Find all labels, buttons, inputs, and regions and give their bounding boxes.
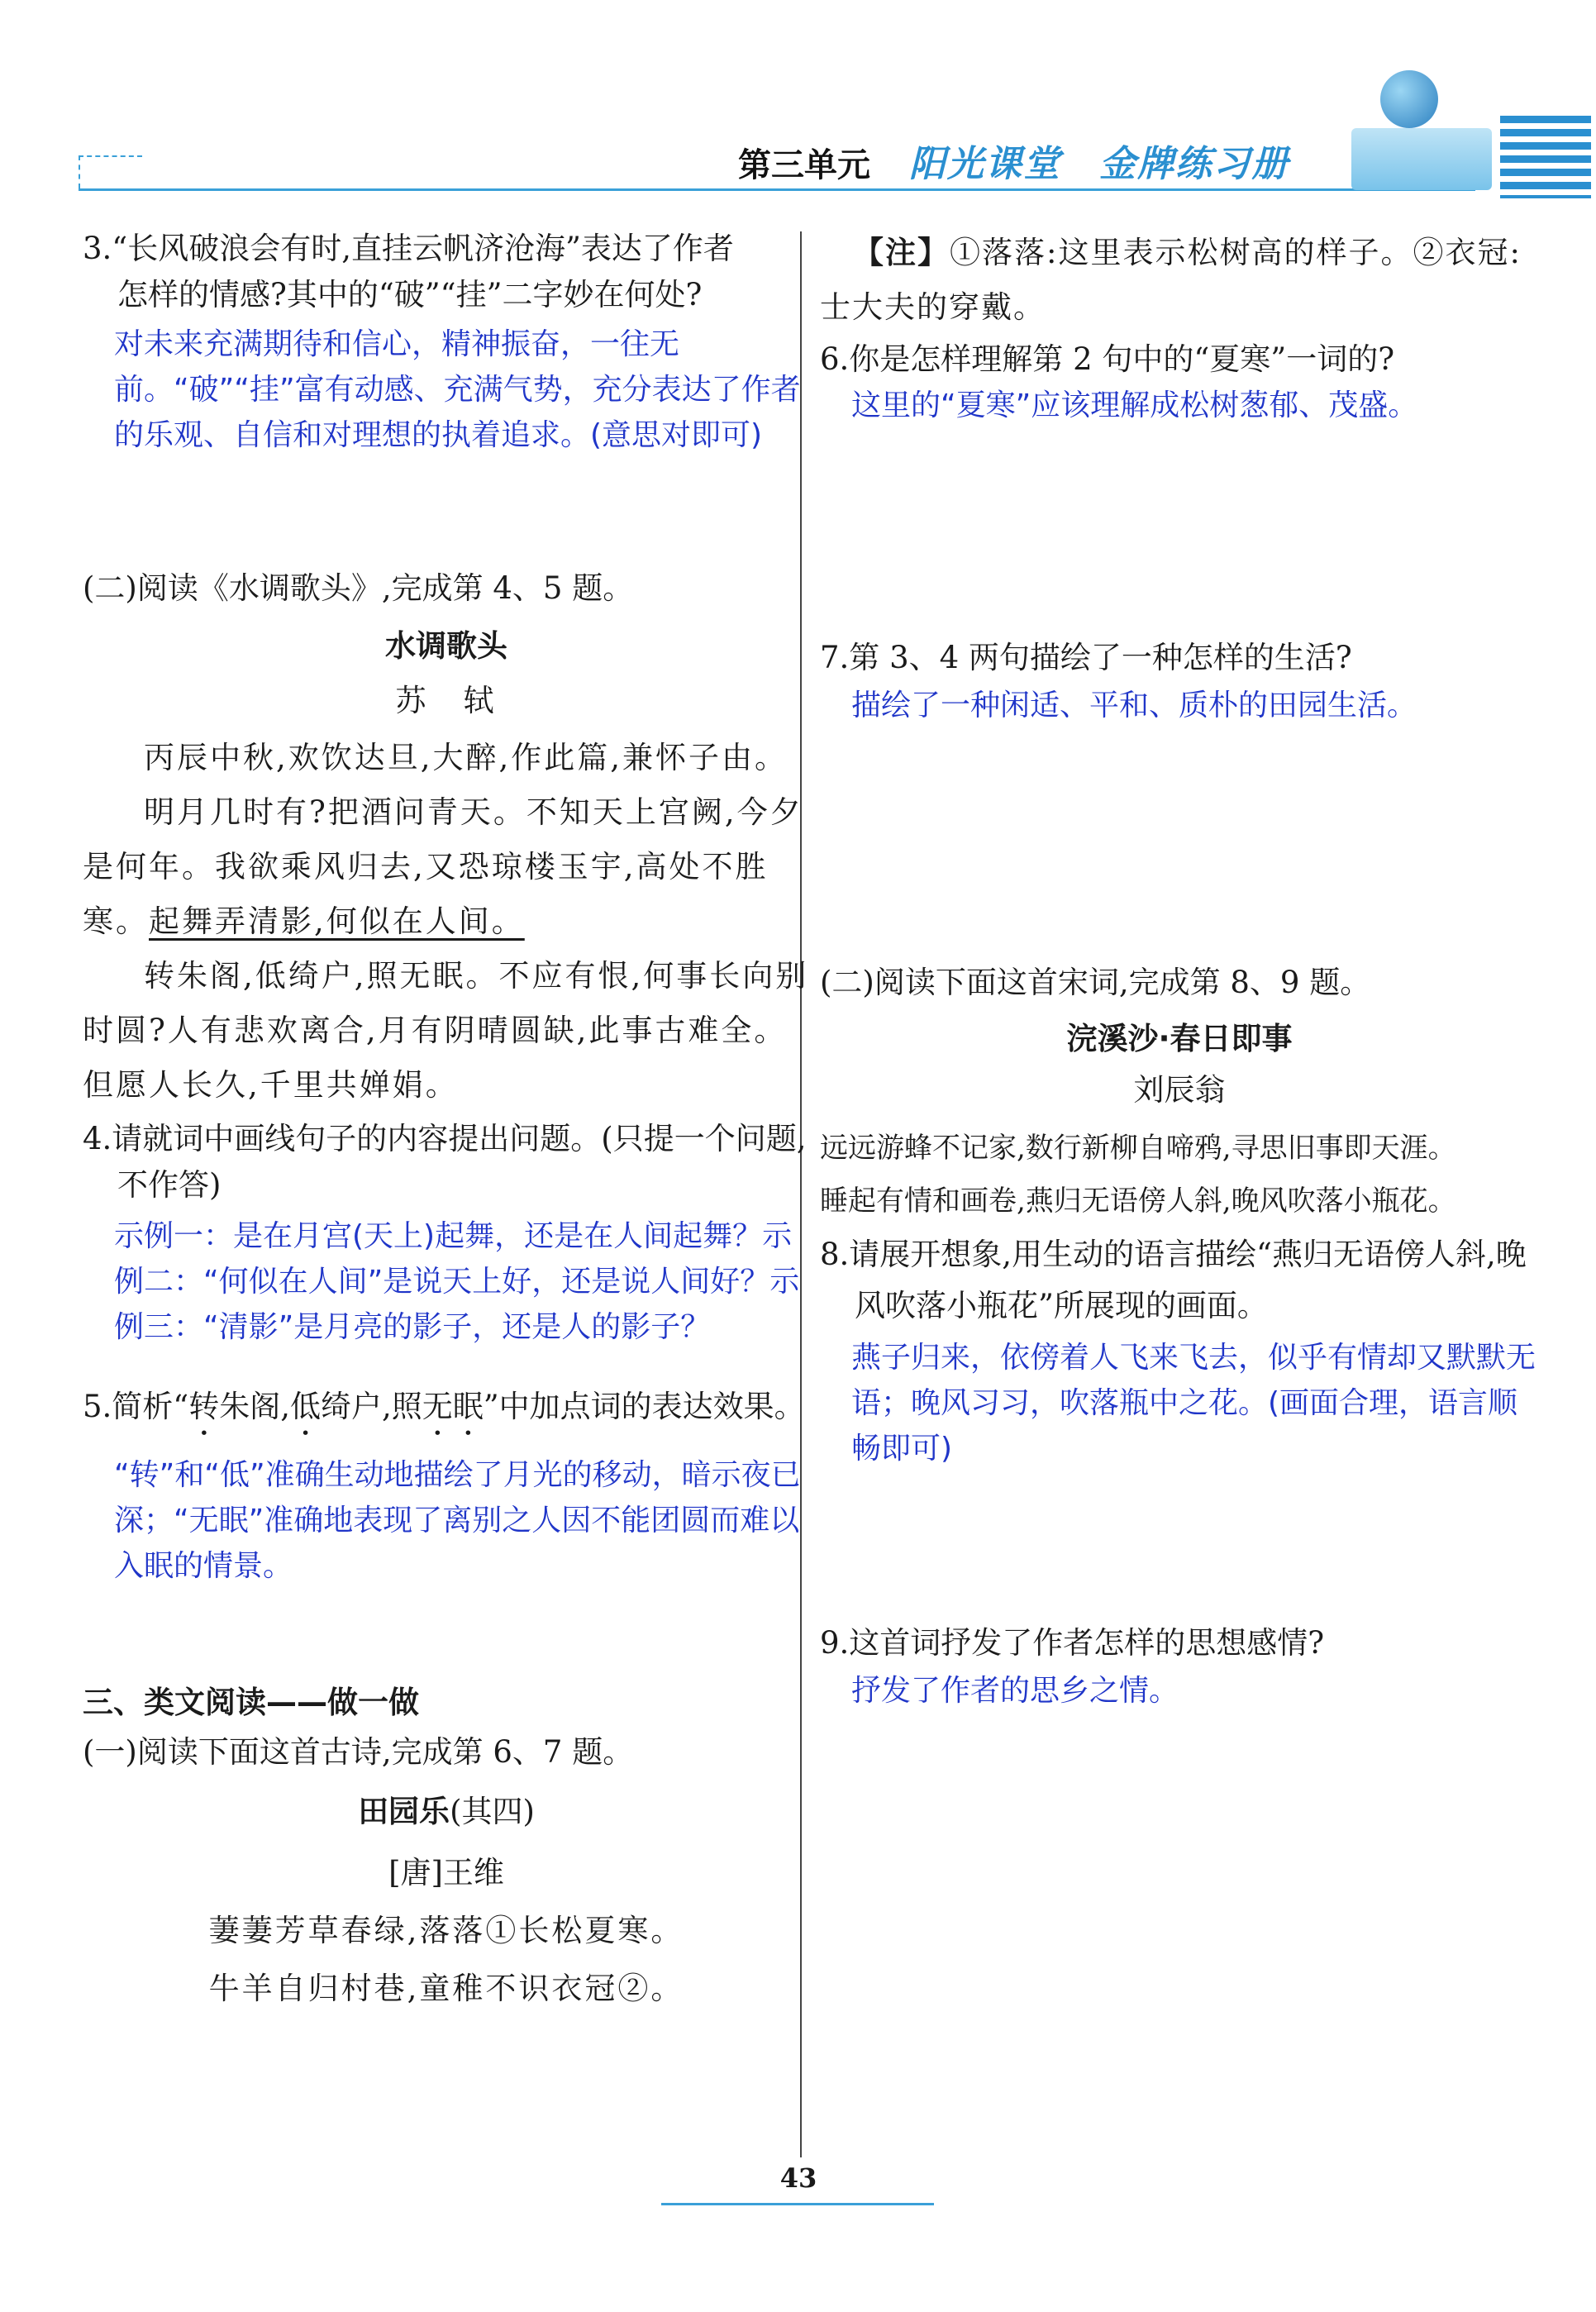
poem3-line-2: 睡起有情和画卷,燕归无语傍人斜,晚风吹落小瓶花。 bbox=[820, 1185, 1456, 1218]
poem2-title: 田园乐(其四) bbox=[358, 1794, 535, 1829]
poem2-line-1: 萋萋芳草春绿,落落①长松夏寒。 bbox=[208, 1913, 684, 1948]
header-illustration bbox=[1351, 128, 1492, 190]
poem3-author: 刘辰翁 bbox=[1133, 1072, 1226, 1108]
brand-title: 阳光课堂 金牌练习册 bbox=[909, 143, 1289, 185]
section-2-song-intro: (二)阅读下面这首宋词,完成第 8、9 题。 bbox=[820, 965, 1371, 1000]
poem-preface: 丙辰中秋,欢饮达旦,大醉,作此篇,兼怀子由。 bbox=[144, 740, 788, 775]
header-stripes bbox=[1500, 116, 1591, 198]
question-6: 6.你是怎样理解第 2 句中的“夏寒”一词的? bbox=[820, 341, 1395, 377]
poem2-author: [唐]王维 bbox=[388, 1855, 504, 1890]
left-column bbox=[83, 226, 810, 2012]
question-9: 9.这首词抒发了作者怎样的思想感情? bbox=[820, 1625, 1325, 1661]
section-3-1-intro: (一)阅读下面这首古诗,完成第 6、7 题。 bbox=[83, 1734, 634, 1770]
poem-stanza-2: 转朱阁,低绮户,照无眠。不应有恨,何事长向别时圆?人有悲欢离合,月有阴晴圆缺,此事古难全。但愿人长久,千里共婵娟。 bbox=[83, 958, 809, 1103]
poem-stanza-1: 明月几时有?把酒问青天。不知天上宫阙,今夕是何年。我欲乘风归去,又恐琼楼玉宇,高处不胜寒。起舞弄清影,何似在人间。 bbox=[83, 794, 803, 939]
answer-7: 描绘了一种闲适、平和、质朴的田园生活。 bbox=[851, 689, 1417, 722]
question-3: 3.“长风破浪会有时,直挂云帆济沧海”表达了作者 怎样的情感?其中的“破”“挂”二字妙在何处? bbox=[83, 231, 734, 312]
right-column bbox=[820, 226, 1539, 1714]
unit-title: 第三单元 bbox=[738, 146, 870, 184]
poem2-line-2: 牛羊自归村巷,童稚不识衣冠②。 bbox=[208, 1971, 684, 2006]
header-line bbox=[79, 188, 1475, 191]
question-8: 8.请展开想象,用生动的语言描绘“燕归无语傍人斜,晚风吹落小瓶花”所展现的画面。 bbox=[820, 1237, 1527, 1323]
dotted-word-zhuan: 转 bbox=[188, 1389, 220, 1424]
poem-title: 水调歌头 bbox=[385, 628, 507, 664]
answer-4: 示例一：是在月宫(天上)起舞，还是在人间起舞？示例二：“何似在人间”是说天上好，还是说人间好？示例三：“清影”是月亮的影子，还是人的影子？ bbox=[114, 1219, 800, 1344]
page-number-decoration bbox=[661, 2203, 934, 2205]
globe-icon bbox=[1380, 70, 1438, 128]
section-2-intro: (二)阅读《水调歌头》,完成第 4、5 题。 bbox=[83, 570, 634, 606]
header-decoration bbox=[79, 155, 142, 188]
poem-author: 苏 轼 bbox=[395, 683, 498, 718]
section-3-title: 三、类文阅读——做一做 bbox=[83, 1685, 419, 1720]
poem3-line-1: 远远游蜂不记家,数行新柳自啼鸦,寻思旧事即天涯。 bbox=[820, 1132, 1456, 1165]
answer-6: 这里的“夏寒”应该理解成松树葱郁、茂盛。 bbox=[851, 389, 1418, 422]
answer-8: 燕子归来，依傍着人飞来飞去，似乎有情却又默默无语；晚风习习，吹落瓶中之花。(画面合理，语言顺畅即可) bbox=[851, 1341, 1536, 1466]
question-5: 5.简析“转朱阁,低绮户,照无眠”中加点词的表达效果。 bbox=[83, 1389, 805, 1424]
answer-9: 抒发了作者的思乡之情。 bbox=[851, 1674, 1179, 1708]
dotted-word-wumian: 无眠 bbox=[422, 1389, 484, 1424]
dotted-word-di: 低 bbox=[289, 1389, 321, 1424]
page-number: 43 bbox=[779, 2162, 817, 2194]
poem2-note: 【注】①落落:这里表示松树高的样子。②衣冠:士大夫的穿戴。 bbox=[820, 235, 1522, 325]
answer-3: 对未来充满期待和信心，精神振奋，一往无前。“破”“挂”富有动感、充满气势，充分表达了作者的乐观、自信和对理想的执着追求。(意思对即可) bbox=[114, 327, 801, 452]
question-4: 4.请就词中画线句子的内容提出问题。(只提一个问题,不作答) bbox=[83, 1121, 807, 1203]
poem3-title: 浣溪沙·春日即事 bbox=[1066, 1021, 1293, 1056]
question-7: 7.第 3、4 两句描绘了一种怎样的生活? bbox=[820, 640, 1352, 675]
answer-5: “转”和“低”准确生动地描绘了月光的移动，暗示夜已深；“无眠”准确地表现了离别之人因不能团圆而难以入眠的情景。 bbox=[114, 1458, 801, 1583]
underlined-sentence: 起舞弄清影,何似在人间。 bbox=[149, 903, 525, 939]
